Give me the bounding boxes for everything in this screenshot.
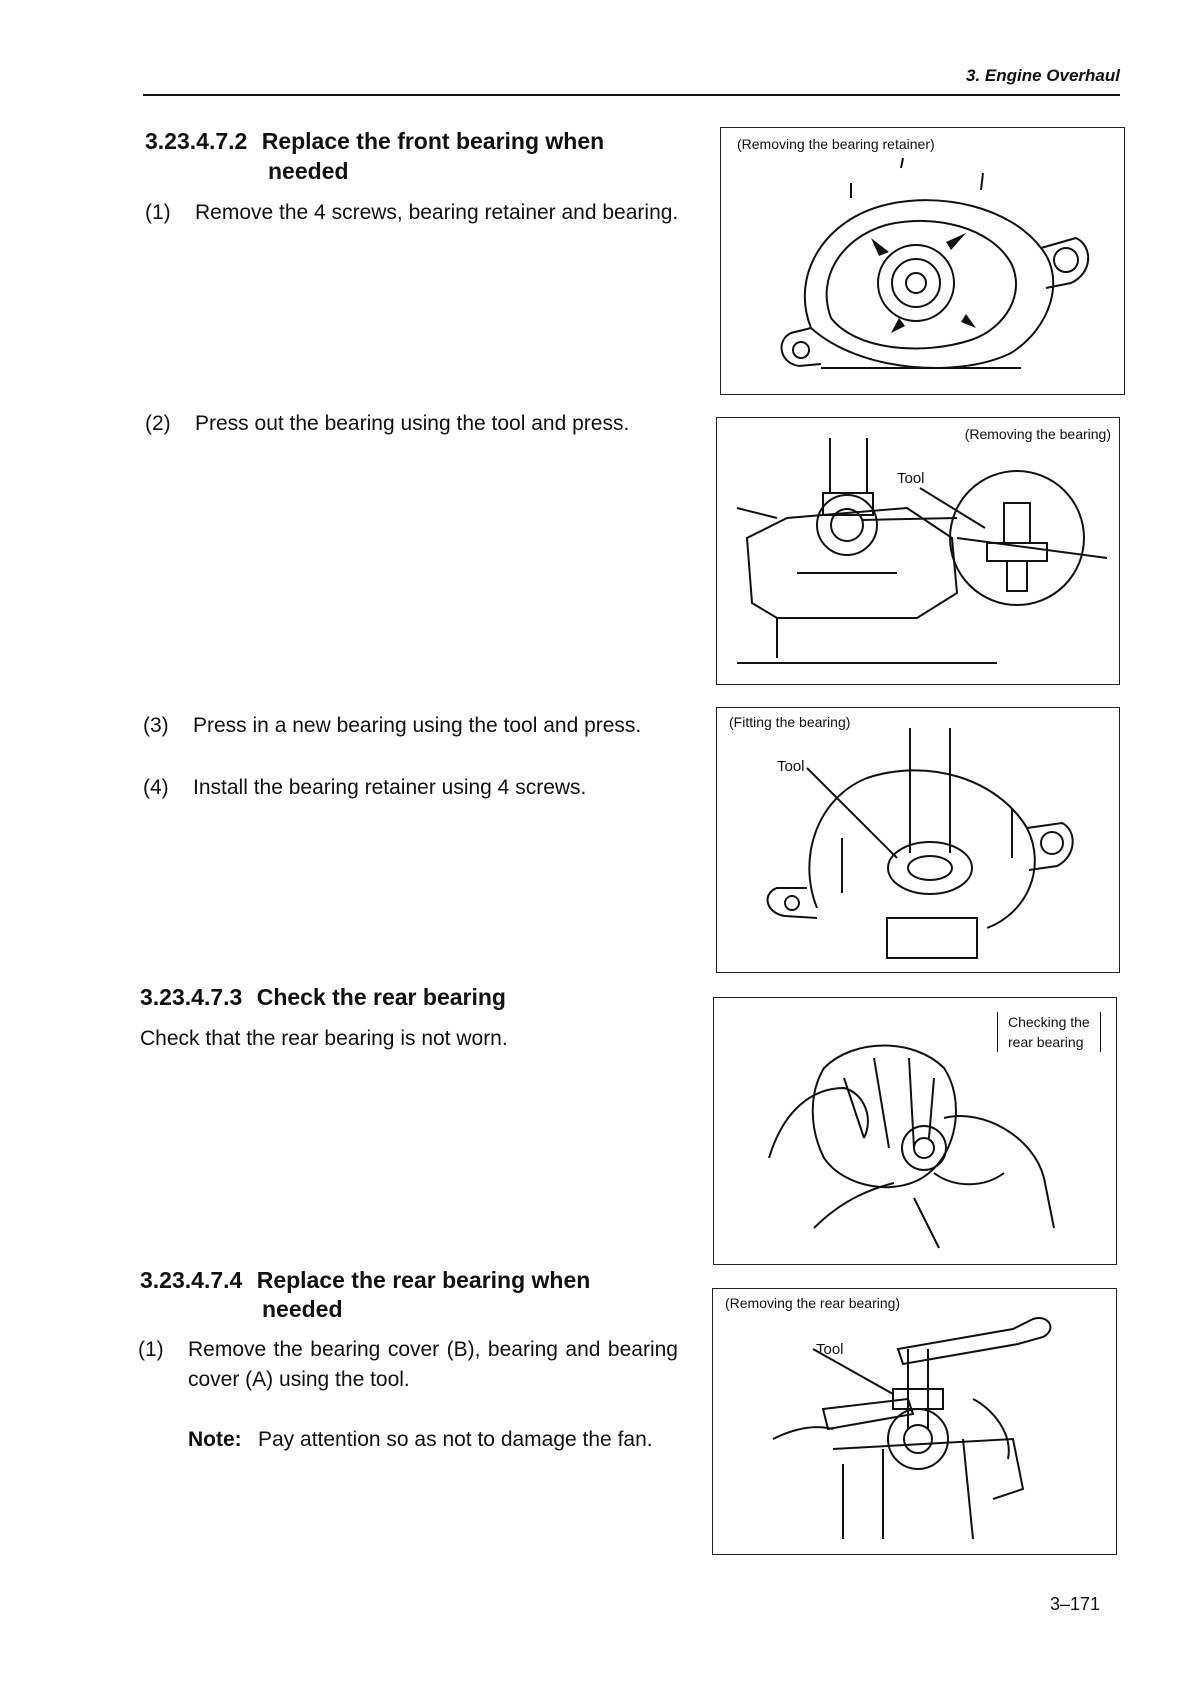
press-fitting-illustration: [717, 708, 1119, 972]
step-text: Install the bearing retainer using 4 screws.: [193, 776, 587, 799]
step-item: [138, 1335, 678, 1397]
note-text: Pay attention so as not to damage the fan.: [258, 1428, 653, 1451]
step-text: Remove the 4 screws, bearing retainer and bearing.: [195, 201, 679, 224]
figure-removing-bearing: [716, 417, 1120, 685]
section-title: Check the rear bearing: [256, 984, 506, 1010]
alternator-front-illustration: [721, 128, 1124, 394]
note-label: Note:: [188, 1428, 242, 1451]
figure-fitting-bearing: [716, 707, 1120, 973]
tool-label: Tool: [777, 758, 805, 775]
step-item: [145, 409, 685, 441]
section-heading-front-bearing: [145, 127, 705, 156]
section-title-line1: Replace the rear bearing when: [256, 1267, 591, 1293]
figure-removing-rear-bearing: [712, 1288, 1117, 1555]
puller-illustration: [713, 1289, 1116, 1554]
step-item: [143, 711, 683, 743]
caption-line: rear bearing: [1008, 1034, 1084, 1050]
section-title-line2: needed: [262, 1296, 343, 1322]
section-number: 3.23.4.7.3: [140, 984, 243, 1010]
step-number: (1): [138, 1338, 164, 1361]
figure-removing-bearing-retainer: [720, 127, 1125, 395]
step-text: Remove the bearing cover (B), bearing and bearing cover (A) using the tool.: [188, 1338, 678, 1391]
section-number: 3.23.4.7.2: [145, 128, 248, 154]
page-number: 3–171: [1050, 1594, 1101, 1614]
hand-check-illustration: [714, 998, 1116, 1264]
step-number: (1): [145, 201, 171, 224]
step-item: [143, 773, 683, 805]
step-text: Press out the bearing using the tool and press.: [195, 412, 630, 435]
figure-checking-rear-bearing: [713, 997, 1117, 1265]
figure-caption: (Fitting the bearing): [729, 714, 851, 730]
section-title-line2: needed: [268, 158, 349, 184]
step-number: (2): [145, 412, 171, 435]
section-heading-check-rear-bearing: [140, 983, 700, 1012]
caption-line: Checking the: [1008, 1014, 1090, 1030]
step-text: Press in a new bearing using the tool and press.: [193, 714, 642, 737]
figure-caption: (Removing the rear bearing): [725, 1295, 901, 1311]
chapter-header: 3. Engine Overhaul: [966, 66, 1120, 85]
step-number: (3): [143, 714, 169, 737]
note-block: [188, 1425, 678, 1487]
section-heading-rear-bearing: [140, 1266, 700, 1295]
step-item: [145, 198, 685, 260]
tool-label: Tool: [897, 470, 925, 487]
section-number: 3.23.4.7.4: [140, 1267, 243, 1293]
figure-caption: (Removing the bearing retainer): [737, 136, 935, 152]
press-removal-illustration: [717, 418, 1119, 684]
section-title-line1: Replace the front bearing when: [261, 128, 605, 154]
step-number: (4): [143, 776, 169, 799]
figure-caption: (Removing the bearing): [964, 426, 1111, 442]
section-body-text: Check that the rear bearing is not worn.: [140, 1027, 508, 1050]
header-rule: [143, 94, 1120, 96]
tool-label: Tool: [816, 1341, 844, 1358]
